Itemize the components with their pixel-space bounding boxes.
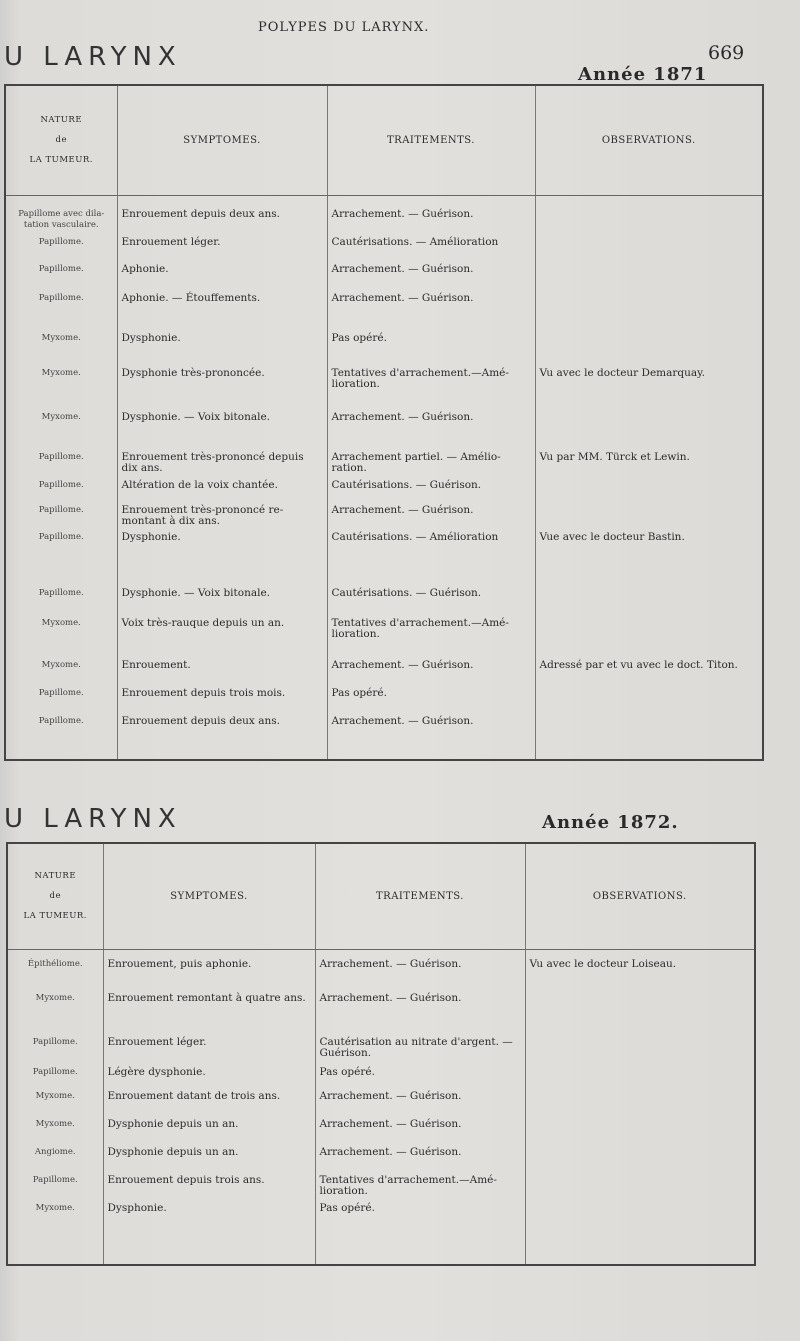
cell-traitements: Pas opéré.: [327, 688, 535, 716]
cell-nature: Papillome.: [5, 293, 117, 333]
table-row: [5, 660, 763, 688]
header-symptomes: SYMPTOMES.: [117, 85, 327, 195]
table-row: [5, 264, 763, 293]
table-row: [7, 1147, 755, 1175]
cell-symptomes: Voix très-rauque depuis un an.: [117, 618, 327, 660]
cell-symptomes: Légère dysphonie.: [103, 1067, 315, 1091]
cell-symptomes: Dysphonie. — Voix bitonale.: [117, 412, 327, 452]
cell-nature: Papillome.: [5, 716, 117, 746]
cell-symptomes: Dysphonie depuis un an.: [103, 1119, 315, 1147]
table-row: [5, 293, 763, 333]
header-symptomes: SYMPTOMES.: [103, 843, 315, 949]
cell-nature: Myxome.: [5, 412, 117, 452]
cell-traitements: Pas opéré.: [327, 333, 535, 368]
table-row: [7, 1175, 755, 1203]
cell-nature: Papillome.: [5, 588, 117, 618]
table-row: [5, 452, 763, 480]
cell-nature: Myxome.: [5, 368, 117, 412]
cell-symptomes: Enrouement remontant à quatre ans.: [103, 993, 315, 1037]
running-head: POLYPES DU LARYNX.: [258, 20, 430, 35]
cell-traitements: Arrachement. — Guérison.: [327, 209, 535, 237]
header-nature: NATURE de LA TUMEUR.: [5, 85, 117, 195]
cell-symptomes: Dysphonie.: [117, 333, 327, 368]
table-row: [7, 1119, 755, 1147]
cell-observations: [535, 293, 763, 333]
cell-nature: Myxome.: [5, 660, 117, 688]
cell-symptomes: Dysphonie.: [103, 1203, 315, 1229]
table-row: [7, 993, 755, 1037]
cell-observations: [525, 1119, 755, 1147]
cell-symptomes: Altération de la voix chantée.: [117, 480, 327, 505]
cell-observations: [535, 618, 763, 660]
cell-traitements: Pas opéré.: [315, 1067, 525, 1091]
cell-observations: [535, 688, 763, 716]
cell-traitements: Cautérisations. — Guérison.: [327, 588, 535, 618]
cell-symptomes: Enrouement léger.: [103, 1037, 315, 1067]
cell-observations: [535, 237, 763, 264]
table-row: [7, 1091, 755, 1119]
cell-nature: Papillome.: [5, 237, 117, 264]
cell-nature: Épithéliome.: [7, 959, 103, 993]
cell-nature: Papillome avec dila-tation vasculaire.: [5, 209, 117, 237]
cell-traitements: Arrachement. — Guérison.: [327, 716, 535, 746]
cell-observations: [535, 716, 763, 746]
cell-symptomes: Enrouement très-prononcé depuis dix ans.: [117, 452, 327, 480]
cell-observations: [525, 1147, 755, 1175]
cell-traitements: Tentatives d'arrachement.—Amé-lioration.: [327, 618, 535, 660]
table-row: [5, 237, 763, 264]
table-row: [5, 412, 763, 452]
cell-symptomes: Enrouement, puis aphonie.: [103, 959, 315, 993]
cell-nature: Papillome.: [5, 480, 117, 505]
cell-observations: [535, 588, 763, 618]
cell-traitements: Arrachement. — Guérison.: [327, 412, 535, 452]
cell-traitements: Arrachement. — Guérison.: [327, 264, 535, 293]
cell-observations: [525, 993, 755, 1037]
cell-traitements: Tentatives d'arrachement.—Amé-lioration.: [315, 1175, 525, 1203]
header-observations: OBSERVATIONS.: [525, 843, 755, 949]
table-row: [5, 716, 763, 746]
section-1-title: U LARYNX: [4, 42, 182, 72]
table-1872: [6, 842, 756, 1266]
cell-nature: Papillome.: [5, 505, 117, 532]
cell-symptomes: Aphonie. — Étouffements.: [117, 293, 327, 333]
header-nature: NATURE de LA TUMEUR.: [7, 843, 103, 949]
header-traitements: TRAITEMENTS.: [315, 843, 525, 949]
cell-traitements: Cautérisations. — Amélioration: [327, 237, 535, 264]
page-number: 669: [708, 42, 745, 64]
cell-traitements: Arrachement. — Guérison.: [315, 1147, 525, 1175]
cell-nature: Papillome.: [7, 1067, 103, 1091]
cell-traitements: Tentatives d'arrachement.—Amé-lioration.: [327, 368, 535, 412]
cell-traitements: Arrachement. — Guérison.: [315, 1091, 525, 1119]
cell-symptomes: Enrouement léger.: [117, 237, 327, 264]
cell-symptomes: Enrouement depuis deux ans.: [117, 716, 327, 746]
table-row: [5, 505, 763, 532]
cell-symptomes: Enrouement depuis trois ans.: [103, 1175, 315, 1203]
table-row: [5, 588, 763, 618]
table-row: [7, 1067, 755, 1091]
cell-traitements: Arrachement partiel. — Amélio-ration.: [327, 452, 535, 480]
table-row: [7, 959, 755, 993]
table-row: [5, 209, 763, 237]
cell-symptomes: Enrouement très-prononcé re-montant à dix ans.: [117, 505, 327, 532]
cell-nature: Papillome.: [5, 688, 117, 716]
cell-symptomes: Aphonie.: [117, 264, 327, 293]
table-row: [5, 368, 763, 412]
cell-observations: [535, 480, 763, 505]
cell-observations: Vu avec le docteur Demarquay.: [535, 368, 763, 412]
cell-observations: [535, 412, 763, 452]
cell-nature: Myxome.: [5, 618, 117, 660]
cell-symptomes: Enrouement depuis deux ans.: [117, 209, 327, 237]
cell-traitements: Cautérisation au nitrate d'argent. — Guérison.: [315, 1037, 525, 1067]
table-row: [7, 1037, 755, 1067]
table-1871-body: [5, 195, 763, 760]
cell-nature: Angiome.: [7, 1147, 103, 1175]
cell-symptomes: Dysphonie. — Voix bitonale.: [117, 588, 327, 618]
cell-nature: Myxome.: [7, 993, 103, 1037]
cell-nature: Myxome.: [7, 1203, 103, 1229]
section-1-year: Année 1871: [578, 64, 708, 85]
table-row: [5, 688, 763, 716]
cell-observations: [535, 333, 763, 368]
cell-traitements: Arrachement. — Guérison.: [315, 993, 525, 1037]
cell-observations: [525, 1175, 755, 1203]
cell-nature: Papillome.: [7, 1037, 103, 1067]
cell-observations: [525, 1203, 755, 1229]
cell-traitements: Arrachement. — Guérison.: [327, 293, 535, 333]
table-1871: [4, 84, 764, 761]
cell-observations: [525, 1037, 755, 1067]
cell-traitements: Cautérisations. — Amélioration: [327, 532, 535, 588]
section-2-year: Année 1872.: [542, 812, 679, 833]
cell-observations: Vu avec le docteur Loiseau.: [525, 959, 755, 993]
cell-symptomes: Enrouement depuis trois mois.: [117, 688, 327, 716]
header-traitements: TRAITEMENTS.: [327, 85, 535, 195]
cell-nature: Papillome.: [7, 1175, 103, 1203]
cell-traitements: Pas opéré.: [315, 1203, 525, 1229]
cell-traitements: Arrachement. — Guérison.: [315, 1119, 525, 1147]
table-row: [5, 480, 763, 505]
cell-traitements: Arrachement. — Guérison.: [315, 959, 525, 993]
cell-observations: [525, 1067, 755, 1091]
cell-symptomes: Dysphonie depuis un an.: [103, 1147, 315, 1175]
table-row: [5, 618, 763, 660]
cell-observations: [535, 505, 763, 532]
cell-traitements: Arrachement. — Guérison.: [327, 660, 535, 688]
table-row: [7, 1203, 755, 1229]
table-row: [5, 333, 763, 368]
cell-symptomes: Dysphonie très-prononcée.: [117, 368, 327, 412]
cell-nature: Myxome.: [7, 1091, 103, 1119]
cell-observations: [535, 209, 763, 237]
cell-nature: Myxome.: [7, 1119, 103, 1147]
table-1872-body: [7, 949, 755, 1265]
header-observations: OBSERVATIONS.: [535, 85, 763, 195]
cell-observations: [535, 264, 763, 293]
cell-nature: Papillome.: [5, 264, 117, 293]
cell-nature: Myxome.: [5, 333, 117, 368]
cell-nature: Papillome.: [5, 532, 117, 588]
section-2-title: U LARYNX: [4, 804, 182, 834]
table-row: [5, 532, 763, 588]
cell-nature: Papillome.: [5, 452, 117, 480]
cell-observations: [525, 1091, 755, 1119]
cell-symptomes: Dysphonie.: [117, 532, 327, 588]
cell-traitements: Arrachement. — Guérison.: [327, 505, 535, 532]
cell-observations: Adressé par et vu avec le doct. Titon.: [535, 660, 763, 688]
cell-symptomes: Enrouement datant de trois ans.: [103, 1091, 315, 1119]
cell-symptomes: Enrouement.: [117, 660, 327, 688]
cell-traitements: Cautérisations. — Guérison.: [327, 480, 535, 505]
cell-observations: Vu par MM. Türck et Lewin.: [535, 452, 763, 480]
cell-observations: Vue avec le docteur Bastin.: [535, 532, 763, 588]
